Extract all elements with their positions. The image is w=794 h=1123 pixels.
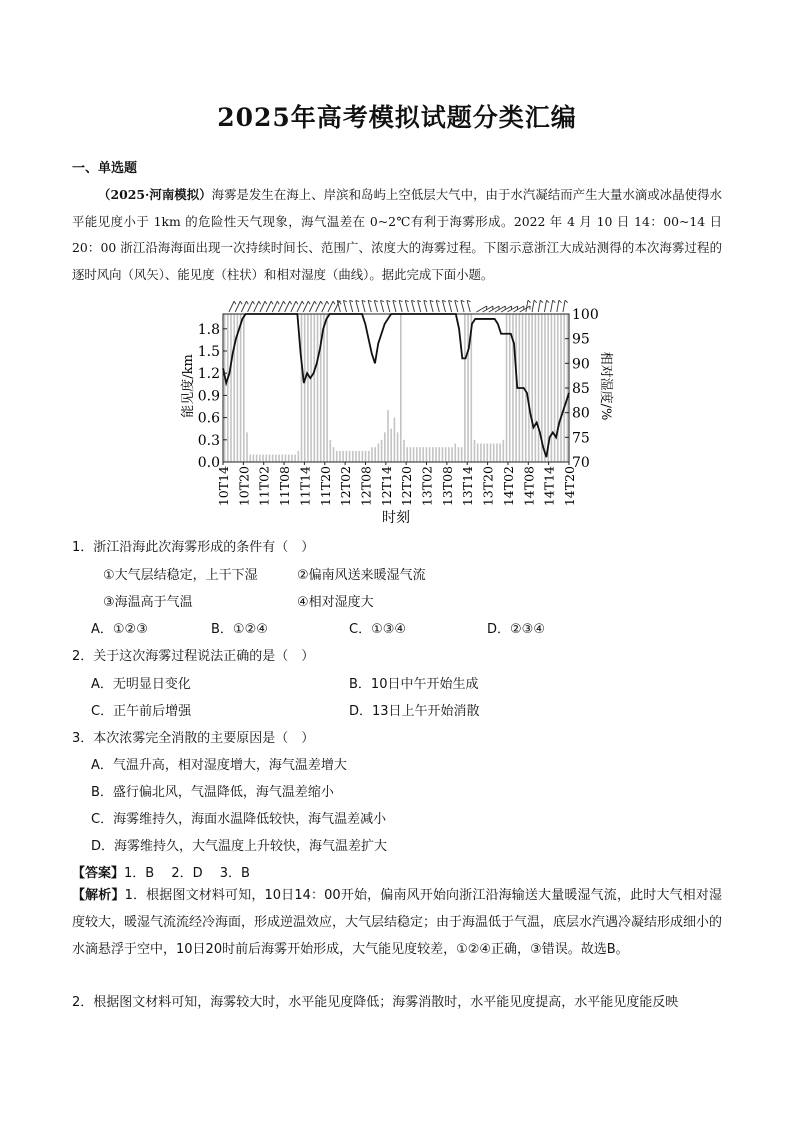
right-tick-label: 90 — [572, 356, 590, 373]
question-1-item-1: ①大气层结稳定，上干下湿 — [103, 568, 258, 583]
left-tick-label: 0.9 — [197, 388, 220, 405]
visibility-bar — [230, 314, 232, 462]
wind-arrow — [350, 300, 356, 312]
analysis-text-1: 1．根据图文材料可知，10日14：00开始，偏南风开始向浙江沿海输送大量暖湿气流，此时大气相对湿度较大，暖湿气流流经冷海面，形成逆温效应，大气层结稳定；由于海温低于气温，底层水汽遇冷凝结形成细小的水滴悬浮于空中，10日20时前后海雾开始形成，大气能见度较差，①②④正确，③错误。故选B。 — [72, 888, 723, 957]
visibility-bar — [528, 314, 530, 462]
wind-arrow — [368, 300, 374, 312]
wind-arrow — [476, 306, 488, 315]
visibility-bar — [493, 444, 495, 463]
question-3-option-c[interactable]: C．海雾维持久，海面水温降低较快，海气温差减小 — [91, 812, 387, 827]
question-1-option-c[interactable]: C．①③④ — [349, 622, 407, 637]
visibility-bar — [346, 451, 348, 462]
visibility-bar — [554, 314, 556, 462]
visibility-bar — [474, 440, 476, 462]
right-tick-label: 100 — [572, 307, 599, 323]
visibility-bar — [272, 455, 274, 462]
visibility-bar — [557, 314, 559, 462]
visibility-bar — [297, 451, 299, 462]
visibility-bar — [432, 447, 434, 462]
x-tick-label: 14T20 — [562, 466, 577, 507]
visibility-bar — [416, 447, 418, 462]
visibility-bar — [509, 314, 511, 462]
visibility-bar — [461, 447, 463, 462]
answer-text: 1．B 2．D 3．B — [124, 866, 250, 881]
question-1-item-4: ④相对湿度大 — [297, 595, 374, 610]
visibility-bar — [352, 451, 354, 462]
visibility-bar — [304, 314, 306, 462]
right-tick-label: 80 — [572, 405, 590, 422]
visibility-bar — [454, 444, 456, 463]
question-2-option-c[interactable]: C．正午前后增强 — [91, 704, 192, 719]
question-3-option-b[interactable]: B．盛行偏北风，气温降低，海气温差缩小 — [91, 785, 334, 800]
x-tick-label: 11T14 — [297, 466, 313, 507]
visibility-bar — [365, 451, 367, 462]
x-tick-label: 12T14 — [378, 466, 394, 507]
question-1-option-a[interactable]: A．①②③ — [91, 622, 148, 637]
wind-arrow — [557, 300, 562, 312]
wind-arrow — [381, 300, 387, 312]
visibility-bar — [269, 455, 271, 462]
wind-arrow — [449, 300, 455, 312]
x-tick-label: 11T20 — [317, 466, 333, 507]
x-tick-label: 13T08 — [439, 466, 455, 507]
visibility-bar — [301, 314, 303, 462]
analysis-paragraph-1 — [72, 883, 722, 963]
visibility-bar — [503, 440, 505, 462]
visibility-bar — [442, 447, 444, 462]
wind-arrow — [455, 300, 461, 312]
visibility-bar — [390, 429, 392, 462]
left-tick-label: 1.5 — [197, 344, 220, 360]
visibility-bar — [381, 440, 383, 462]
visibility-bar — [333, 447, 335, 462]
wind-arrow — [461, 300, 467, 312]
wind-arrow — [343, 300, 349, 312]
intro-source: （2025·河南模拟） — [98, 187, 212, 202]
x-tick-label: 11T02 — [256, 466, 272, 507]
question-3-stem: 3．本次浓雾完全消散的主要原因是（ ） — [72, 731, 315, 746]
wind-arrow — [532, 300, 537, 312]
section-heading: 一、单选题 — [72, 161, 138, 176]
visibility-bar — [294, 455, 296, 462]
x-tick-label: 13T20 — [480, 466, 496, 507]
visibility-bar — [535, 314, 537, 462]
visibility-bar — [525, 314, 527, 462]
question-1-item-3: ③海温高于气温 — [103, 595, 193, 610]
answer-line — [72, 862, 250, 881]
wind-arrow — [393, 300, 399, 312]
visibility-bar — [349, 451, 351, 462]
question-3-option-d[interactable]: D．海雾维持久，大气温度上升较快，海气温差扩大 — [91, 839, 388, 854]
wind-arrows — [229, 300, 568, 315]
visibility-bar — [551, 314, 553, 462]
visibility-bar — [410, 447, 412, 462]
intro-paragraph — [72, 182, 722, 288]
visibility-bar — [371, 447, 373, 462]
x-tick-label: 14T08 — [521, 466, 537, 507]
x-tick-label: 14T14 — [541, 466, 557, 507]
visibility-bar — [384, 432, 386, 462]
visibility-bar — [339, 451, 341, 462]
visibility-bar — [387, 410, 389, 462]
fog-chart — [180, 296, 613, 532]
visibility-bar — [429, 447, 431, 462]
wind-arrow — [337, 300, 343, 312]
visibility-bar — [246, 432, 248, 462]
x-tick-label: 10T20 — [236, 466, 252, 507]
x-tick-label: 12T02 — [338, 466, 354, 507]
visibility-bar — [483, 444, 485, 463]
question-2-option-d[interactable]: D．13日上午开始消散 — [349, 704, 480, 719]
question-1-stem: 1．浙江沿海此次海雾形成的条件有（ ） — [72, 540, 315, 555]
visibility-bar — [487, 444, 489, 463]
wind-arrow — [467, 300, 473, 312]
visibility-bar — [563, 314, 565, 462]
wind-arrow — [411, 300, 417, 312]
wind-arrow — [356, 300, 362, 312]
wind-arrow — [405, 300, 411, 312]
question-2-option-b[interactable]: B．10日中午开始生成 — [349, 677, 479, 692]
left-tick-label: 0.6 — [197, 410, 220, 427]
wind-arrow — [424, 300, 430, 312]
visibility-bar — [330, 440, 332, 462]
visibility-bar — [445, 447, 447, 462]
visibility-bar — [419, 447, 421, 462]
visibility-bar — [506, 314, 508, 462]
visibility-bar — [480, 444, 482, 463]
question-3-option-a[interactable]: A．气温升高，相对湿度增大，海气温差增大 — [91, 758, 347, 773]
visibility-bar — [314, 314, 316, 462]
x-axis-label: 时刻 — [382, 510, 410, 526]
visibility-bar — [265, 455, 267, 462]
right-tick-label: 75 — [572, 430, 590, 447]
visibility-bar — [451, 447, 453, 462]
wind-arrow — [442, 300, 448, 312]
x-tick-label: 12T20 — [399, 466, 415, 507]
analysis-label: 【解析】 — [72, 888, 125, 903]
visibility-bar — [467, 314, 469, 462]
visibility-bar — [262, 455, 264, 462]
visibility-bar — [240, 314, 242, 462]
visibility-bar — [307, 314, 309, 462]
wind-arrow — [399, 300, 405, 312]
visibility-bar — [378, 444, 380, 463]
visibility-bar — [259, 455, 261, 462]
visibility-bar — [374, 447, 376, 462]
visibility-bar — [438, 447, 440, 462]
visibility-bar — [458, 447, 460, 462]
answer-label: 【答案】 — [72, 866, 125, 881]
visibility-bar — [358, 451, 360, 462]
fog-chart-svg — [180, 296, 613, 532]
visibility-bar — [278, 455, 280, 462]
visibility-bar — [426, 447, 428, 462]
visibility-bar — [285, 455, 287, 462]
left-tick-label: 0.3 — [197, 432, 220, 449]
x-tick-label: 13T14 — [460, 466, 476, 507]
left-tick-label: 1.8 — [197, 321, 220, 338]
visibility-bar — [538, 314, 540, 462]
visibility-bar — [288, 455, 290, 462]
visibility-bar — [406, 447, 408, 462]
x-tick-label: 10T14 — [216, 466, 231, 507]
visibility-bar — [227, 314, 229, 462]
wind-arrow — [551, 300, 556, 312]
visibility-bar — [253, 455, 255, 462]
x-tick-label: 13T02 — [419, 466, 435, 507]
wind-arrow — [387, 300, 393, 312]
visibility-bar — [233, 314, 235, 462]
intro-text: 海雾是发生在海上、岸滨和岛屿上空低层大气中，由于水汽凝结而产生大量水滴或冰晶使得水平能见度小于 1km 的危险性天气现象，海气温差在 0~2℃有利于海雾形成。2022 年 4 月 10 日 14：00~14 日 20：00 浙江沿海海面出现一次持续时间长、范围广、浓度大的海雾过程。下图示意浙江大成站测得的本次海雾过程的逐时风向（风矢）、能见度（柱状）和相对湿度（曲线）。据此完成下面小题。 — [72, 187, 722, 282]
visibility-bar — [464, 314, 466, 462]
visibility-bar — [355, 451, 357, 462]
page-title: 2025年高考模拟试题分类汇编 — [217, 103, 577, 132]
question-1-option-d[interactable]: D．②③④ — [487, 622, 545, 637]
visibility-bar — [499, 444, 501, 463]
wind-arrow — [430, 300, 436, 312]
wind-arrow — [538, 300, 543, 312]
question-2-option-a[interactable]: A．无明显日变化 — [91, 677, 191, 692]
right-axis-ticks — [565, 307, 599, 471]
right-axis-label: 相对湿度/% — [598, 351, 613, 421]
x-tick-label: 12T08 — [358, 466, 374, 507]
visibility-bar — [496, 444, 498, 463]
x-axis-ticks — [216, 462, 577, 506]
left-axis-label: 能见度/km — [181, 354, 196, 418]
visibility-bar — [256, 455, 258, 462]
wind-arrow — [563, 300, 568, 312]
humidity-line — [223, 314, 569, 457]
visibility-bar — [477, 444, 479, 463]
right-tick-label: 70 — [572, 455, 590, 471]
wind-arrow — [374, 300, 380, 312]
visibility-bar — [317, 314, 319, 462]
wind-arrow — [544, 300, 549, 312]
left-tick-label: 0.0 — [197, 455, 220, 471]
visibility-bar — [291, 455, 293, 462]
visibility-bar — [326, 314, 328, 462]
left-tick-label: 1.2 — [197, 366, 220, 383]
visibility-bar — [249, 455, 251, 462]
wind-arrow — [436, 300, 442, 312]
x-tick-label: 14T02 — [500, 466, 516, 507]
visibility-bar — [275, 455, 277, 462]
visibility-bar — [435, 447, 437, 462]
visibility-bar — [368, 451, 370, 462]
visibility-bar — [362, 451, 364, 462]
visibility-bar — [403, 440, 405, 462]
visibility-bar — [490, 444, 492, 463]
question-2-stem: 2．关于这次海雾过程说法正确的是（ ） — [72, 649, 315, 664]
visibility-bar — [397, 432, 399, 462]
visibility-bar — [394, 418, 396, 462]
visibility-bar — [413, 447, 415, 462]
visibility-bar — [281, 455, 283, 462]
visibility-bar — [342, 451, 344, 462]
visibility-bar — [422, 447, 424, 462]
visibility-bar — [243, 314, 245, 462]
visibility-bar — [544, 314, 546, 462]
visibility-bar — [400, 314, 402, 462]
visibility-bar — [531, 314, 533, 462]
question-1-option-b[interactable]: B．①②④ — [211, 622, 268, 637]
wind-arrow — [418, 300, 424, 312]
visibility-bar — [560, 314, 562, 462]
right-tick-label: 95 — [572, 331, 590, 348]
question-1-item-2: ②偏南风送来暖湿气流 — [297, 568, 426, 583]
visibility-bar — [323, 314, 325, 462]
x-tick-label: 11T08 — [277, 466, 293, 507]
wind-arrow — [362, 300, 368, 312]
analysis-paragraph-2: 2．根据图文材料可知，海雾较大时，水平能见度降低；海雾消散时，水平能见度提高，水平能见度能反映 — [72, 995, 679, 1010]
visibility-bar — [448, 447, 450, 462]
visibility-bar — [310, 314, 312, 462]
right-tick-label: 85 — [572, 381, 590, 397]
visibility-bar — [336, 451, 338, 462]
